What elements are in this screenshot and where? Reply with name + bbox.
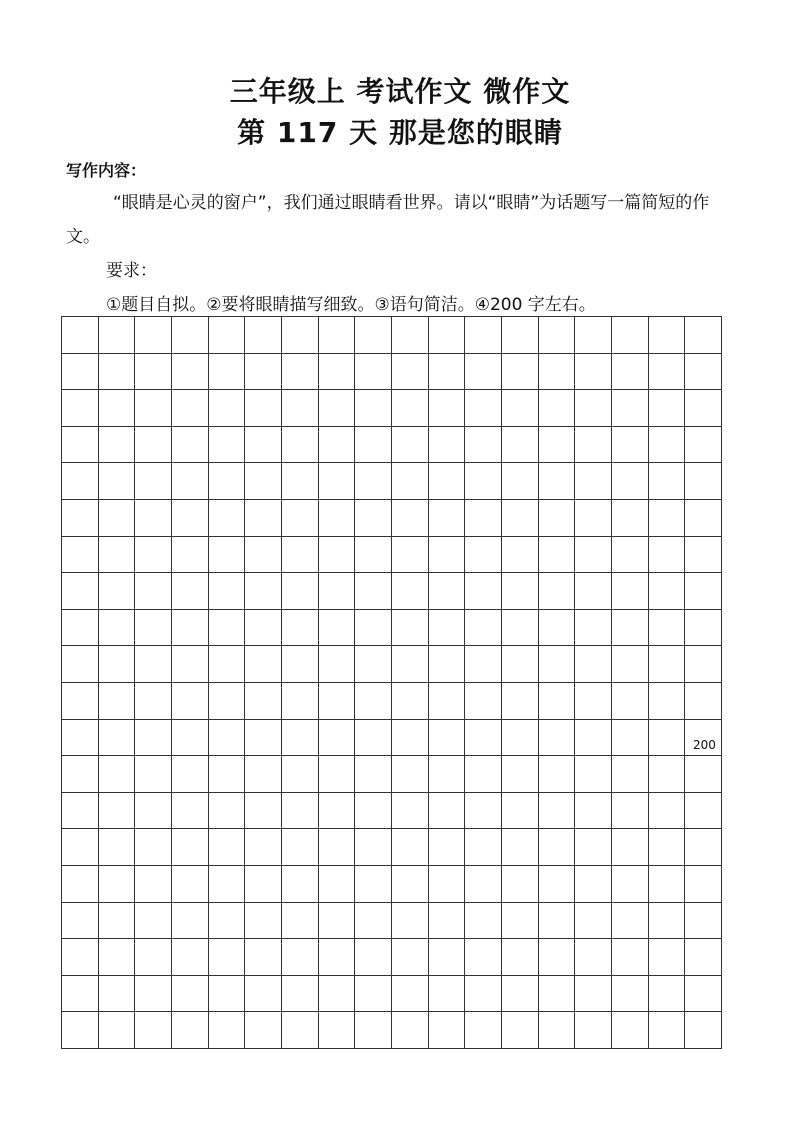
requirements-label: 要求： bbox=[106, 261, 157, 281]
writing-prompt: “眼睛是心灵的窗户”，我们通过眼睛看世界。请以“眼睛”为话题写一篇简短的作文。 bbox=[66, 193, 710, 247]
word-count-marker: 200 bbox=[693, 738, 716, 752]
requirements-text: ①题目自拟。②要将眼睛描写细致。③语句简洁。④200 字左右。 bbox=[106, 295, 596, 315]
page-title-line-1: 三年级上 考试作文 微作文 bbox=[229, 75, 571, 108]
writing-grid[interactable] bbox=[61, 316, 722, 1049]
writing-content-label: 写作内容： bbox=[66, 161, 147, 180]
writing-grid-lines bbox=[61, 316, 722, 1049]
page-title-line-2: 第 117 天 那是您的眼睛 bbox=[237, 116, 563, 149]
